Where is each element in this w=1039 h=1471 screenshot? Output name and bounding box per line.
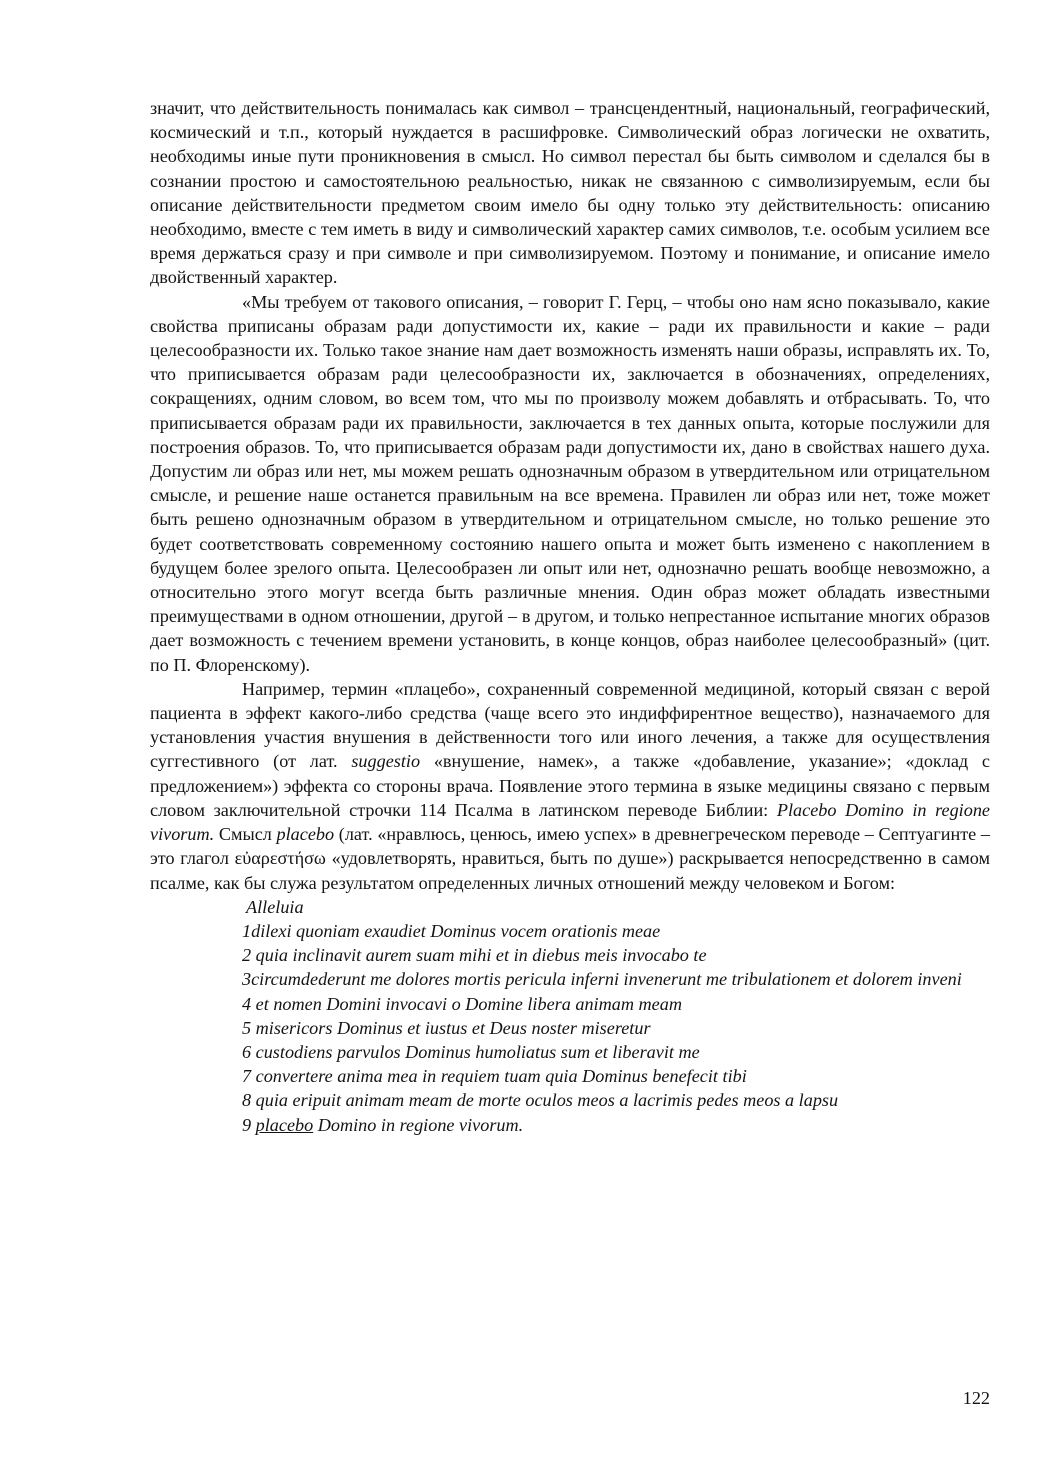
psalm-verse-9	[150, 1113, 990, 1137]
paragraph-symbol: значит, что действительность понималась как символ – трансцендентный, национальный, географический, космический и т.п., который нуждается в расшифровке. Символический образ логически не охватить, необходимы иные пути проникновения в смысл. Но символ перестал бы быть символом и сделался бы в сознании простою и самостоятельною реальностью, никак не связанною с символизируемым, если бы описание действительности предметом своим имело бы одну только эту действительность: описанию необходимо, вместе с тем иметь в виду и символический характер самих символов, т.е. особым усилием все время держаться сразу и при символе и при символизируемом. Поэтому и понимание, и описание имело двойственный характер.	[150, 98, 990, 288]
psalm-title: Alleluia	[246, 896, 304, 917]
placebo-text-4: (лат. «нравлюсь, ценюсь, имею успех» в древнегреческом переводе – Септуагинте – это глагол εὐαρεστήσω «удовлетворять, нравиться, быть по душе») раскрывается непосредственно в самом псалме, как бы служа результатом определенных личных отношений между человеком и Богом:	[150, 824, 990, 893]
psalm-verse-7: 7 convertere anima mea in requiem tuam quia Dominus benefecit tibi	[242, 1066, 747, 1087]
psalm-verse-2: 2 quia inclinavit aurem suam mihi et in diebus meis invocabo te	[242, 945, 707, 966]
verse-9-rest: Domino in regione vivorum.	[313, 1114, 524, 1135]
verse-9-number: 9	[242, 1114, 256, 1135]
psalm-verse-4: 4 et nomen Domini invocavi o Domine libera animam meam	[242, 993, 682, 1014]
term-suggestio: suggestio	[351, 751, 421, 772]
underlined-placebo: placebo	[255, 1114, 314, 1135]
psalm-verse-8: 8 quia eripuit animam meam de morte oculos meos a lacrimis pedes meos a lapsu	[242, 1090, 839, 1111]
placebo-text-3: Смысл	[214, 824, 277, 845]
paragraph-placebo	[150, 677, 990, 895]
psalm-verse-1: 1dilexi quoniam exaudiet Dominus vocem orationis meae	[242, 920, 661, 941]
psalm-verse-6: 6 custodiens parvulos Dominus humoliatus sum et liberavit me	[242, 1041, 700, 1062]
term-placebo: placebo	[276, 824, 335, 845]
page-number: 122	[962, 1388, 990, 1408]
placebo-text-2: «внушение, намек», а также «добавление, указание»; «доклад с предложением») эффекта со стороны врача. Появление этого термина в языке медицины связано с первым словом заключительной строчки 114 Псалма в латинском переводе Библии:	[150, 751, 990, 820]
psalm-quote	[150, 895, 990, 1137]
body-text	[150, 96, 990, 1137]
psalm-verse-3: 3circumdederunt me dolores mortis pericula inferni invenerunt me tribulationem et dolorem inveni	[242, 969, 962, 990]
paragraph-hertz-quote: «Мы требуем от такового описания, – говорит Г. Герц, – чтобы оно нам ясно показывало, какие свойства приписаны образам ради допустимости их, какие – ради их правильности и какие – ради целесообразности их. Только такое знание нам дает возможность изменять наши образы, исправлять их. То, что приписывается образам ради целесообразности их, заключается в обозначениях, определениях, сокращениях, одним словом, во всем том, что мы по произволу можем добавлять и отбрасывать. То, что приписывается образам ради их правильности, заключается в тех данных опыта, которые послужили для построения образов. То, что приписывается образам ради допустимости их, дано в свойствах нашего духа. Допустим ли образ или нет, мы можем решать однозначным образом в утвердительном или отрицательном смысле, и решение наше останется правильным на все времена. Правилен ли образ или нет, тоже может быть решено однозначным образом в утвердительном и отрицательном смысле, но только решение это будет соответствовать современному состоянию нашего опыта и может быть изменено с накоплением в будущем более зрелого опыта. Целесообразен ли опыт или нет, однозначно решать вообще невозможно, а относительно этого могут всегда быть различные мнения. Один образ может обладать известными преимуществами в одном отношении, другой – в другом, и только непрестанное испытание многих образов дает возможность с течением времени установить, в конце концов, образ наиболее целесообразный» (цит. по П. Флоренскому).	[150, 291, 990, 675]
latin-quote: Placebo Domino in regione vivorum.	[150, 799, 990, 845]
placebo-text-1: Например, термин «плацебо», сохраненный современной медициной, который связан с верой пациента в эффект какого-либо средства (чаще всего это индиффирентное вещество), назначаемого для установления участия внушения в действенности того или иного лечения, а также для осуществления суггестивного (от лат.	[150, 678, 990, 772]
psalm-verse-5: 5 misericors Dominus et iustus et Deus noster miseretur	[242, 1017, 651, 1038]
